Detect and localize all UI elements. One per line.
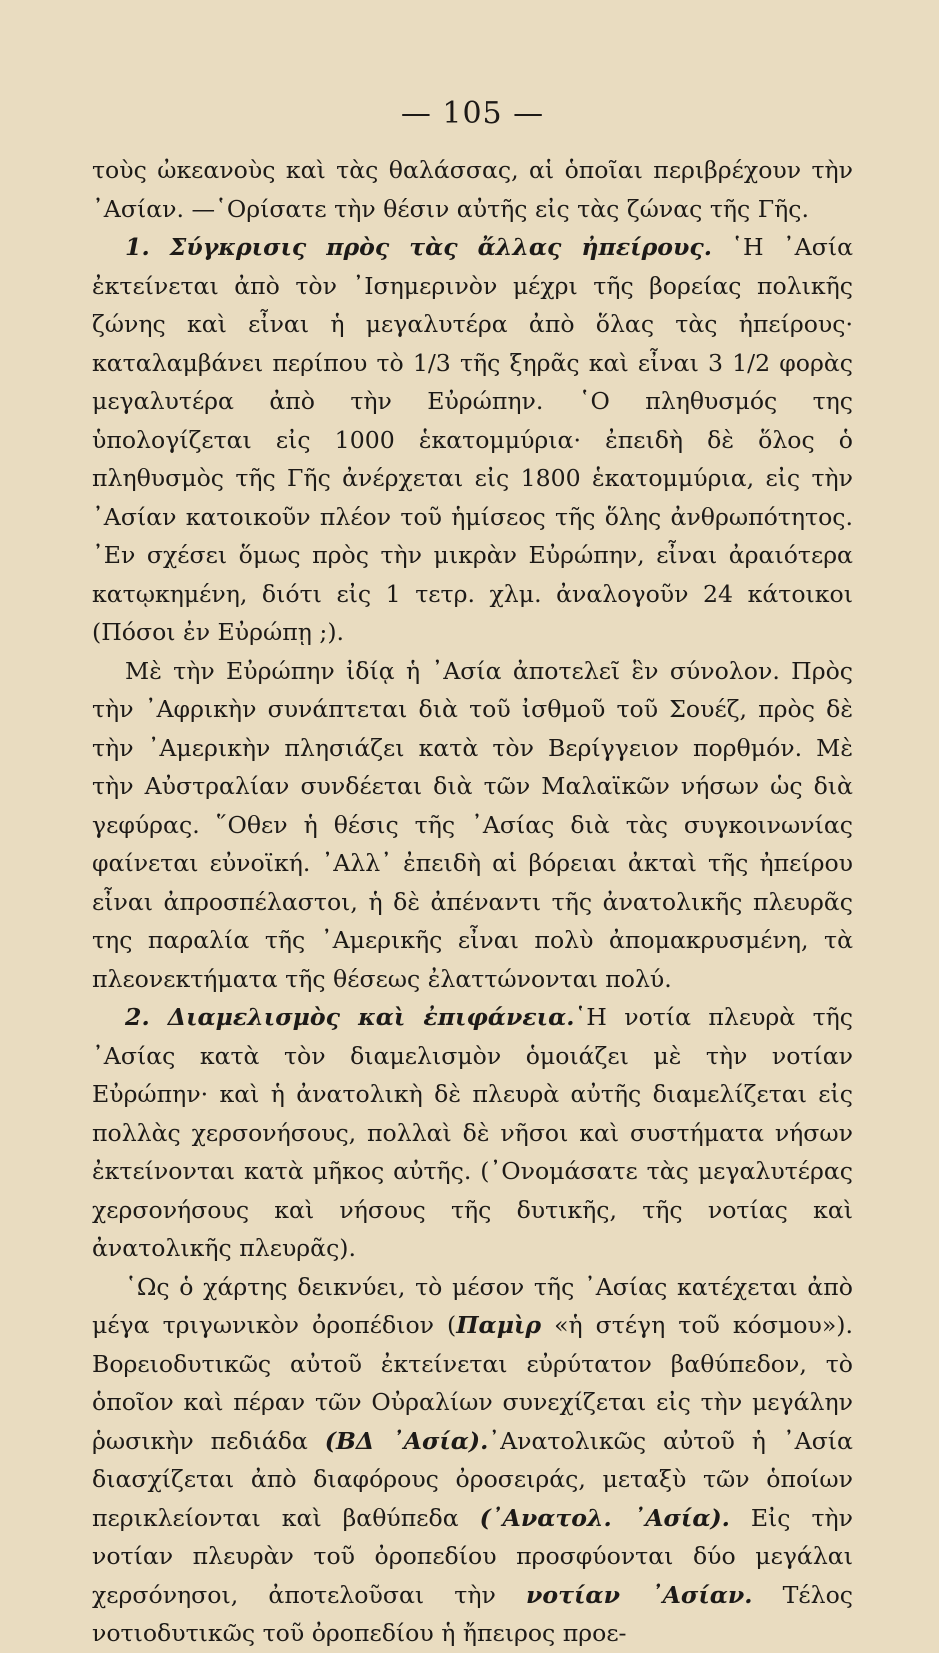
p3-text-a: ῾Ως ὁ χάρτης δεικνύει, τὸ μέσον τῆς ᾿Ασίας κατέχεται ἀπὸ μέγα τριγωνικὸν ὀροπέδιον ( <box>92 1272 853 1339</box>
section-1-paragraph-2: Μὲ τὴν Εὐρώπην ἰδίᾳ ἡ ᾿Ασία ἀποτελεῖ ἓν σύνολον. Πρὸς τὴν ᾿Αφρικὴν συνάπτεται διὰ τοῦ ἰσθμοῦ τοῦ Σουέζ, πρὸς δὲ τὴν ᾿Αμερικὴν πλησιάζει κατὰ τὸν Βερίγγειον πορθμόν. Μὲ τὴν Αὐστραλίαν συνδέεται διὰ τῶν Μαλαϊκῶν νήσων ὡς διὰ γεφύρας. ῞Οθεν ἡ θέσις τῆς ᾿Ασίας διὰ τὰς συγκοινωνίας φαίνεται εὐνοϊκή. ᾿Αλλ᾿ ἐπειδὴ αἱ βόρειαι ἀκταὶ τῆς ἠπείρου εἶναι ἀπροσπέλαστοι, ἡ δὲ ἀπέναντι τῆς ἀνατολικῆς πλευρᾶς της παραλία τῆς ᾿Αμερικῆς εἶναι πολὺ ἀπομακρυσμένη, τὰ πλεονεκτήματα τῆς θέσεως ἐλαττώνονται πολύ. <box>92 656 853 993</box>
section-1-text: ῾Η ᾿Ασία ἐκτείνεται ἀπὸ τὸν ᾿Ισημερινὸν μέχρι τῆς βορείας πολικῆς ζώνης καὶ εἶναι ἡ μεγαλυτέρα ἀπὸ ὅλας τὰς ἠπείρους· καταλαμβάνει περίπου τὸ 1/3 τῆς ξηρᾶς καὶ εἶναι 3 1/2 φορὰς μεγαλυτέρα ἀπὸ τὴν Εὐρώπην. ῾Ο πληθυσμός της ὑπολογίζεται εἰς 1000 ἑκατομμύρια· ἐπειδὴ δὲ ὅλος ὁ πληθυσμὸς τῆς Γῆς ἀνέρχεται εἰς 1800 ἑκατομμύρια, εἰς τὴν ᾿Ασίαν κατοικοῦν πλέον τοῦ ἡμίσεος τῆς ὅλης ἀνθρωπότητος. ᾿Εν σχέσει ὅμως πρὸς τὴν μικρὰν Εὐρώπην, εἶναι ἀραιότερα κατῳκημένη, διότι εἰς 1 τετρ. χλμ. ἀναλογοῦν 24 κάτοικοι (Πόσοι ἐν Εὐρώπῃ ;). <box>92 233 854 646</box>
p3-text-d: Εἰς τὴν νοτίαν πλευρὰν τοῦ ὀροπεδίου προσφύονται δύο μεγάλαι χερσόνησοι, ἀποτελοῦσαι τὴν <box>92 1503 853 1609</box>
section-2-text: ῾Η νοτία πλευρὰ τῆς ᾿Ασίας κατὰ τὸν διαμελισμὸν ὁμοιάζει μὲ τὴν νοτίαν Εὐρώπην· καὶ ἡ ἀνατολικὴ δὲ πλευρὰ αὐτῆς διαμελίζεται εἰς πολλὰς χερσονήσους, πολλαὶ δὲ νῆσοι καὶ συστήματα νήσων ἐκτείνονται κατὰ μῆκος αὐτῆς. (᾿Ονομάσατε τὰς μεγαλυτέρας χερσονήσους καὶ νήσους τῆς δυτικῆς, τῆς νοτίας καὶ ἀνατολικῆς πλευρᾶς). <box>92 1003 854 1262</box>
page-number: — 105 — <box>400 96 545 131</box>
south-asia-term: νοτίαν ᾿Ασίαν. <box>526 1580 753 1609</box>
section-1-paragraph <box>92 228 853 652</box>
p3-text-e: Τέλος νοτιοδυτικῶς τοῦ ὀροπεδίου ἡ ἤπειρος προε- <box>92 1580 854 1647</box>
east-asia-term: (᾿Ανατολ. ᾿Ασία). <box>479 1503 730 1532</box>
p3-text-b: «ἡ στέγη τοῦ κόσμου»). Βορειοδυτικῶς αὐτοῦ ἐκτείνεται εὐρύτατον βαθύπεδον, τὸ ὁποῖον καὶ πέραν τῶν Οὐραλίων συνεχίζεται εἰς τὴν μεγάλην ῥωσικὴν πεδιάδα <box>92 1311 853 1455</box>
nw-asia-term: (ΒΔ ᾿Ασία). <box>324 1426 489 1455</box>
section-2-paragraph-2 <box>92 1268 853 1653</box>
p3-text-c: ᾿Ανατολικῶς αὐτοῦ ἡ ᾿Ασία διασχίζεται ἀπὸ διαφόρους ὀροσειράς, μεταξὺ τῶν ὁποίων περικλείονται καὶ βαθύπεδα <box>92 1426 853 1532</box>
section-1-heading: 1. Σύγκρισις πρὸς τὰς ἄλλας ἠπείρους. <box>125 233 712 261</box>
section-2-heading: 2. Διαμελισμὸς καὶ ἐπιφάνεια. <box>125 1003 575 1031</box>
pamir-term: Παμὶρ <box>456 1311 542 1339</box>
intro-paragraph: τοὺς ὠκεανοὺς καὶ τὰς θαλάσσας, αἱ ὁποῖαι περιβρέχουν τὴν ᾿Ασίαν. —῾Ορίσατε τὴν θέσιν αὐτῆς εἰς τὰς ζώνας τῆς Γῆς. <box>92 156 853 223</box>
section-2-paragraph <box>92 998 853 1268</box>
